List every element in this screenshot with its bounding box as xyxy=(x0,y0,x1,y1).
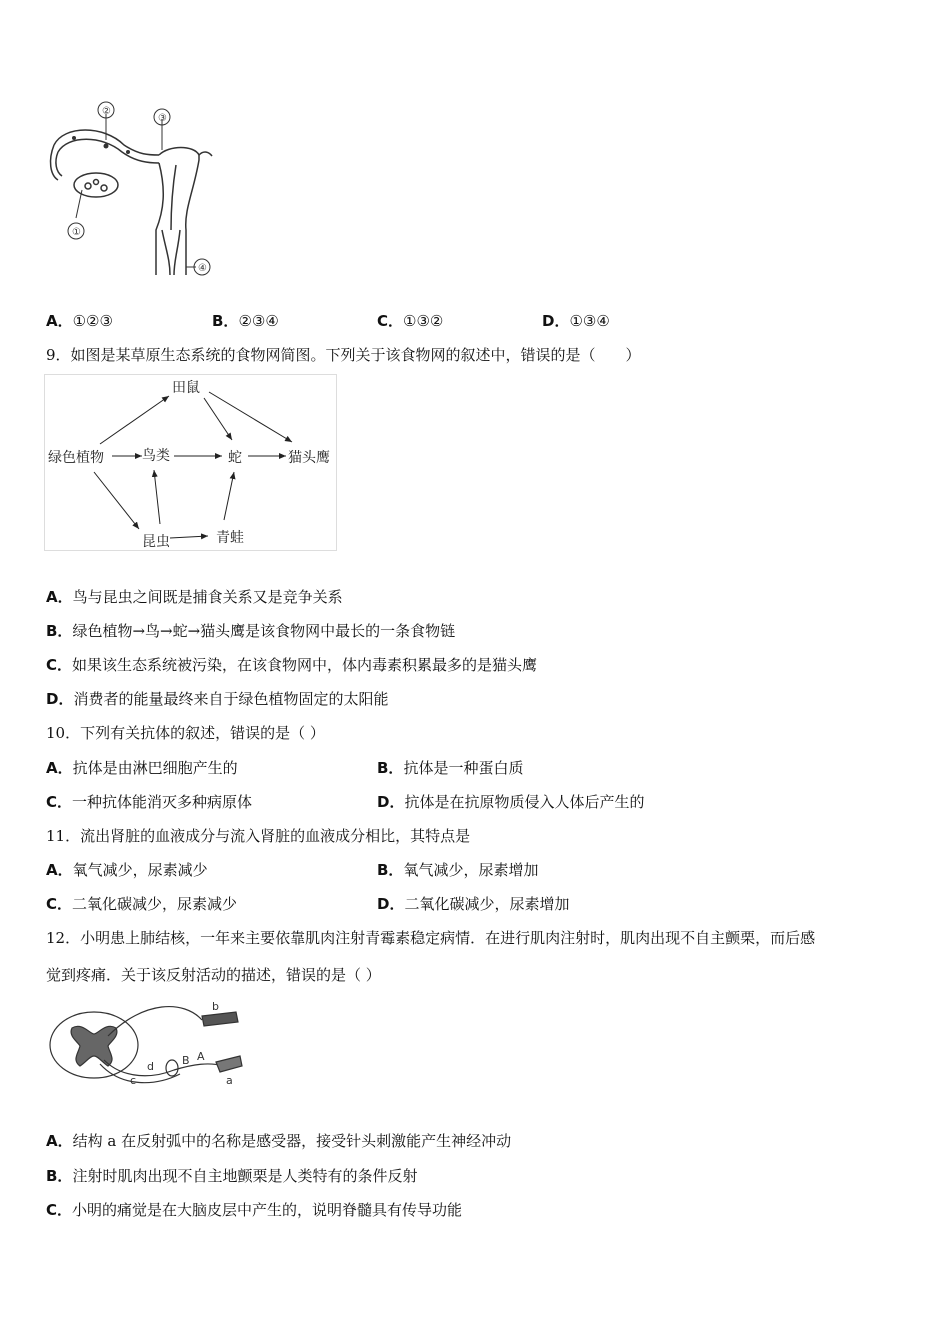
q9-option-b[interactable] xyxy=(46,621,455,641)
option-text: 抗体是由淋巴细胞产生的 xyxy=(72,759,238,777)
food-web-bird: 鸟类 xyxy=(142,448,170,464)
q10-option-d[interactable] xyxy=(377,792,644,812)
option-label: B． xyxy=(212,312,239,330)
option-label: A． xyxy=(46,312,73,330)
option-label: B． xyxy=(46,1167,73,1185)
q8-option-d[interactable] xyxy=(542,311,610,331)
q11-stem: 11．流出肾脏的血液成分与流入肾脏的血液成分相比，其特点是 xyxy=(46,827,471,845)
reflex-label-d: d xyxy=(147,1060,154,1073)
reflex-arc-figure xyxy=(44,1000,250,1092)
option-label: A． xyxy=(46,759,73,777)
option-text: 一种抗体能消灭多种病原体 xyxy=(72,793,253,811)
food-web-snake: 蛇 xyxy=(228,450,242,466)
q10-option-a[interactable] xyxy=(46,758,238,778)
option-label: B． xyxy=(377,861,404,879)
option-label: D． xyxy=(377,895,405,913)
option-label: C． xyxy=(377,312,404,330)
option-text: 抗体是在抗原物质侵入人体后产生的 xyxy=(404,793,645,811)
option-text: 结构 a 在反射弧中的名称是感受器，接受针头刺激能产生神经冲动 xyxy=(72,1132,512,1150)
option-label: A． xyxy=(46,588,73,606)
option-label: D． xyxy=(377,793,405,811)
option-label: C． xyxy=(46,895,73,913)
food-web-mouse: 田鼠 xyxy=(172,380,200,396)
option-label: C． xyxy=(46,793,73,811)
reflex-label-c: c xyxy=(130,1074,137,1087)
reflex-label-A: A xyxy=(197,1050,205,1063)
option-text: 鸟与昆虫之间既是捕食关系又是竞争关系 xyxy=(72,588,343,606)
q8-option-b[interactable] xyxy=(212,311,279,331)
fig-label-4: ④ xyxy=(198,263,207,274)
food-web-owl: 猫头鹰 xyxy=(288,450,330,466)
q9-stem: 9．如图是某草原生态系统的食物网简图。下列关于该食物网的叙述中，错误的是（ ） xyxy=(46,346,641,364)
option-text: 二氧化碳减少，尿素减少 xyxy=(72,895,238,913)
q11-option-c[interactable] xyxy=(46,894,237,914)
food-web-frog: 青蛙 xyxy=(216,530,244,546)
q12-option-c[interactable] xyxy=(46,1200,462,1220)
q8-option-a[interactable] xyxy=(46,311,113,331)
food-web-figure xyxy=(44,374,340,552)
option-text: ①③② xyxy=(403,312,444,330)
fig-label-3: ③ xyxy=(158,113,167,124)
option-text: 二氧化碳减少，尿素增加 xyxy=(404,895,570,913)
option-label: B． xyxy=(46,622,73,640)
option-label: D． xyxy=(542,312,570,330)
option-text: ①③④ xyxy=(569,312,610,330)
q9-option-a[interactable] xyxy=(46,587,343,607)
option-text: 注射时肌肉出现不自主地颤栗是人类特有的条件反射 xyxy=(72,1167,418,1185)
q9-option-c[interactable] xyxy=(46,655,537,675)
q11-option-a[interactable] xyxy=(46,860,208,880)
q10-option-b[interactable] xyxy=(377,758,523,778)
option-text: 如果该生态系统被污染，在该食物网中，体内毒素积累最多的是猫头鹰 xyxy=(72,656,538,674)
q12-stem-line2: 觉到疼痛．关于该反射活动的描述，错误的是（ ） xyxy=(46,966,381,984)
reproductive-system-figure xyxy=(44,100,214,280)
option-label: C． xyxy=(46,656,73,674)
q11-option-d[interactable] xyxy=(377,894,569,914)
option-text: 氧气减少，尿素减少 xyxy=(72,861,208,879)
q9-option-d[interactable] xyxy=(46,689,388,709)
q12-option-a[interactable] xyxy=(46,1131,511,1151)
q11-option-b[interactable] xyxy=(377,860,538,880)
option-label: A． xyxy=(46,861,73,879)
q10-stem: 10．下列有关抗体的叙述，错误的是（ ） xyxy=(46,724,325,742)
reflex-label-B: B xyxy=(182,1054,190,1067)
option-text: 绿色植物→鸟→蛇→猫头鹰是该食物网中最长的一条食物链 xyxy=(72,622,456,640)
option-label: C． xyxy=(46,1201,73,1219)
option-text: 抗体是一种蛋白质 xyxy=(403,759,524,777)
food-web-plant: 绿色植物 xyxy=(48,450,104,466)
q10-option-c[interactable] xyxy=(46,792,252,812)
q12-option-b[interactable] xyxy=(46,1166,417,1186)
fig-label-1: ① xyxy=(72,227,81,238)
option-text: 氧气减少，尿素增加 xyxy=(403,861,539,879)
option-label: A． xyxy=(46,1132,73,1150)
option-label: D． xyxy=(46,690,74,708)
option-text: 消费者的能量最终来自于绿色植物固定的太阳能 xyxy=(73,690,389,708)
fig-label-2: ② xyxy=(102,106,111,117)
option-text: ②③④ xyxy=(238,312,279,330)
q12-stem-line1: 12．小明患上肺结核，一年来主要依靠肌肉注射青霉素稳定病情．在进行肌肉注射时，肌肉出现不自主颤栗，而后感 xyxy=(46,929,816,947)
option-text: 小明的痛觉是在大脑皮层中产生的，说明脊髓具有传导功能 xyxy=(72,1201,463,1219)
reflex-label-a: a xyxy=(226,1074,233,1087)
food-web-insect: 昆虫 xyxy=(142,534,170,550)
reflex-label-b: b xyxy=(212,1000,219,1013)
q8-option-c[interactable] xyxy=(377,311,443,331)
option-label: B． xyxy=(377,759,404,777)
option-text: ①②③ xyxy=(72,312,113,330)
